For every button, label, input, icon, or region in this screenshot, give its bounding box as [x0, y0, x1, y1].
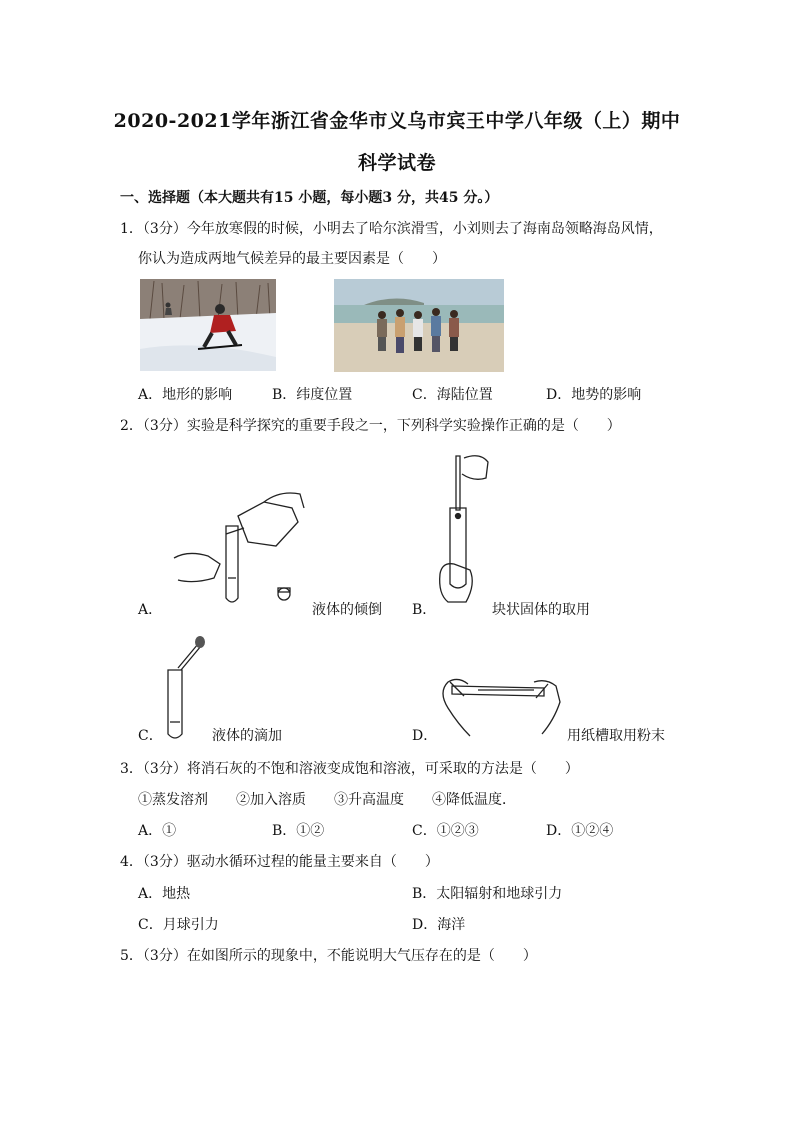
q2-caption-d: 用纸槽取用粉末	[567, 728, 665, 744]
liquid-dropping-illustration	[162, 634, 212, 744]
skiing-photo	[140, 279, 276, 371]
q2-caption-a: 液体的倾倒	[312, 602, 382, 618]
q4-stem: 4．（3分）驱动水循环过程的能量主要来自（ ）	[120, 854, 439, 870]
q2-stem: 2．（3分）实验是科学探究的重要手段之一，下列科学实验操作正确的是（ ）	[120, 418, 621, 434]
q4-option-d[interactable]: D．海洋	[412, 917, 466, 933]
q2-caption-b: 块状固体的取用	[492, 602, 590, 618]
title-line-1: 2020-2021学年浙江省金华市义乌市宾王中学八年级（上）期中	[113, 110, 681, 132]
q1-stem-line2: 你认为造成两地气候差异的最主要因素是（ ）	[138, 251, 446, 267]
q3-option-a[interactable]: A．①	[138, 823, 177, 839]
liquid-pouring-illustration	[168, 486, 308, 608]
q3-methods: ①蒸发溶剂 ②加入溶质 ③升高温度 ④降低温度．	[138, 792, 516, 808]
q2-option-d[interactable]: D．	[412, 728, 438, 744]
q1-option-a[interactable]: A．地形的影响	[138, 387, 233, 403]
q3-option-d[interactable]: D．①②④	[546, 823, 614, 839]
q5-stem: 5．（3分）在如图所示的现象中，不能说明大气压存在的是（ ）	[120, 948, 537, 964]
beach-photo	[334, 279, 504, 372]
section-heading: 一、选择题（本大题共有15 小题，每小题3 分，共45 分。）	[120, 190, 499, 206]
q3-option-b[interactable]: B．①②	[272, 823, 325, 839]
q1-option-d[interactable]: D．地势的影响	[546, 387, 642, 403]
q2-option-c[interactable]: C．	[138, 728, 163, 744]
q1-option-c[interactable]: C．海陆位置	[412, 387, 493, 403]
title-line-2: 科学试卷	[357, 152, 436, 174]
q2-option-a[interactable]: A．	[138, 602, 163, 618]
q2-option-b[interactable]: B．	[412, 602, 437, 618]
q3-option-c[interactable]: C．①②③	[412, 823, 479, 839]
paper-trough-illustration	[438, 672, 564, 744]
q4-option-b[interactable]: B．太阳辐射和地球引力	[412, 886, 563, 902]
q1-option-b[interactable]: B．纬度位置	[272, 387, 353, 403]
q4-option-c[interactable]: C．月球引力	[138, 917, 219, 933]
q4-option-a[interactable]: A．地热	[138, 886, 191, 902]
solid-taking-illustration	[436, 452, 492, 610]
q3-stem: 3．（3分）将消石灰的不饱和溶液变成饱和溶液，可采取的方法是（ ）	[120, 761, 579, 777]
q1-stem-line1: 1．（3分）今年放寒假的时候，小明去了哈尔滨滑雪，小刘则去了海南岛领略海岛风情，	[120, 221, 663, 237]
q2-caption-c: 液体的滴加	[212, 728, 282, 744]
